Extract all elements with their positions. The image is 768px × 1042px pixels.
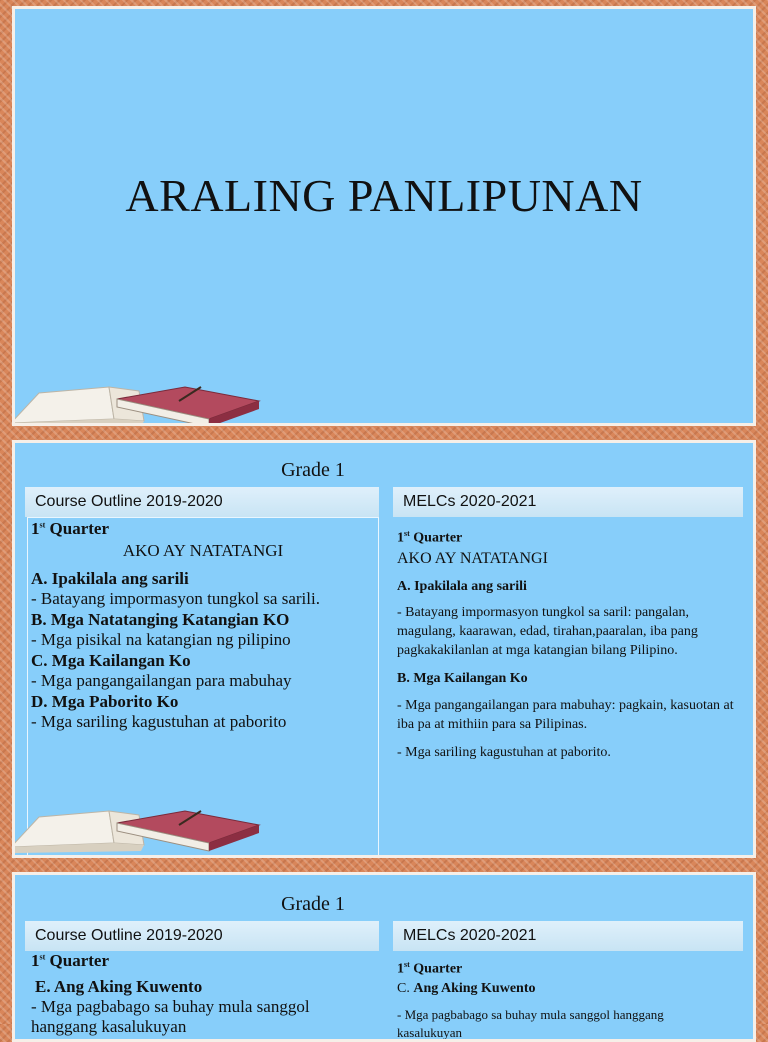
- right-item-a: A. Ipakilala ang sarili: [397, 579, 527, 594]
- melcs-header: MELCs 2020-2021: [393, 921, 743, 951]
- right-quarter-label: 1st Quarter: [397, 960, 463, 977]
- right-item-c-detail: - Mga pagbabago sa buhay mula sanggol hanggang: [397, 1007, 664, 1022]
- left-item-b-detail: - Mga pisikal na katangian ng pilipino: [31, 630, 291, 649]
- grade-title: Grade 1: [281, 893, 345, 915]
- title-slide: [12, 6, 756, 426]
- grade1-slide-part2: [12, 872, 756, 1042]
- melcs-header: MELCs 2020-2021: [393, 487, 743, 517]
- left-item-d-detail: - Mga sariling kagustuhan at paborito: [31, 712, 287, 731]
- right-heading: AKO AY NATATANGI: [397, 550, 548, 567]
- left-item-e: E. Ang Aking Kuwento: [35, 977, 203, 996]
- right-item-c: C. Ang Aking Kuwento: [397, 981, 536, 996]
- right-item-b: B. Mga Kailangan Ko: [397, 671, 528, 686]
- grade1-slide-part1: [12, 440, 756, 858]
- left-item-a-detail: - Batayang impormasyon tungkol sa sarili.: [31, 589, 320, 608]
- right-quarter-label: 1st Quarter: [397, 529, 463, 546]
- right-item-c-detail-cont: kasalukuyan: [397, 1025, 462, 1040]
- book-illustration: [12, 375, 269, 426]
- grade-title: Grade 1: [281, 459, 345, 481]
- left-heading: AKO AY NATATANGI: [122, 541, 284, 560]
- right-item-a-detail: - Batayang impormasyon tungkol sa saril: pangalan, magulang, kaarawan, edad, tirahan,paaralan, iba pang pagkakakilanlan at mga katangian bilang Pilipino.: [397, 605, 698, 658]
- left-item-b: B. Mga Natatanging Katangian KO: [31, 610, 290, 629]
- course-outline-header: Course Outline 2019-2020: [25, 487, 379, 517]
- left-quarter-label: 1st Quarter: [31, 951, 110, 970]
- course-outline-header: Course Outline 2019-2020: [25, 921, 379, 951]
- left-item-d: D. Mga Paborito Ko: [31, 692, 179, 711]
- left-item-e-detail: - Mga pagbabago sa buhay mula sanggol: [31, 997, 310, 1016]
- left-item-a: A. Ipakilala ang sarili: [31, 569, 189, 588]
- book-illustration: [12, 799, 269, 858]
- left-item-c: C. Mga Kailangan Ko: [31, 651, 191, 670]
- left-item-e-detail-cont: hanggang kasalukuyan: [31, 1017, 187, 1036]
- right-item-c-detail: - Mga sariling kagustuhan at paborito.: [397, 745, 611, 760]
- right-item-b-detail: - Mga pangangailangan para mabuhay: pagkain, kasuotan at iba pa at mithiin para sa Pilipinas.: [397, 698, 734, 732]
- left-quarter-label: 1st Quarter: [31, 519, 110, 538]
- left-item-c-detail: - Mga pangangailangan para mabuhay: [31, 671, 292, 690]
- slide-title: ARALING PANLIPUNAN: [125, 170, 643, 221]
